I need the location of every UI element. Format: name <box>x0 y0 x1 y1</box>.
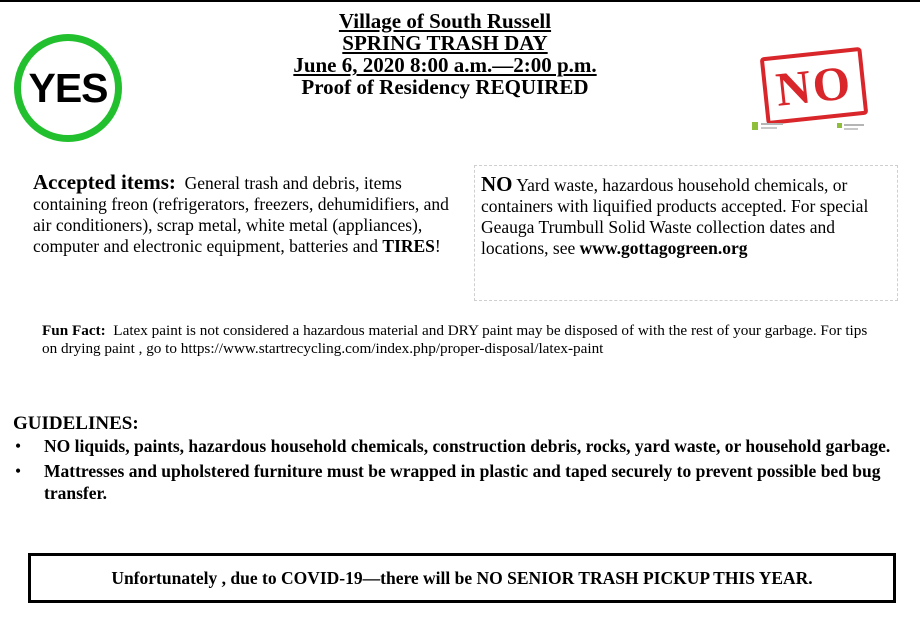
residency-requirement: Proof of Residency REQUIRED <box>301 75 589 99</box>
flyer-header <box>230 10 660 98</box>
fun-fact-text: Latex paint is not considered a hazardous material and DRY paint may be disposed of with the rest of your garbage. For tips on drying paint , go to https://www.startrecycling.com/index.php/proper-disposal/latex-paint <box>42 322 868 357</box>
no-stamp-text: NO <box>773 55 855 117</box>
accepted-items-list: General trash and debris, items containing freon (refrigerators, freezers, dehumidifiers, and air conditioners), scrap metal, white metal (appliances), computer and electronic equipment, batteries and <box>33 173 449 256</box>
yes-badge <box>14 34 122 142</box>
guideline-item <box>13 460 908 504</box>
guidelines <box>13 413 908 507</box>
covid-notice <box>28 553 896 603</box>
accepted-items-tires: TIRES <box>382 236 435 256</box>
not-accepted-text: Yard waste, hazardous household chemicals, or containers with liquified products accepted. For special Geauga Trumbull Solid Waste collection dates and locations, see <box>481 175 869 258</box>
accepted-items <box>33 172 458 257</box>
gottagogreen-link[interactable]: www.gottagogreen.org <box>579 238 748 258</box>
yes-badge-text: YES <box>28 64 108 111</box>
bullet-icon: • <box>15 436 22 456</box>
bullet-icon: • <box>15 461 22 481</box>
guidelines-title: GUIDELINES: <box>13 413 139 434</box>
not-accepted-heading: NO <box>481 172 513 196</box>
accepted-items-heading: Accepted items: <box>33 170 176 194</box>
not-accepted-box <box>474 165 898 301</box>
stamp-caption-lines <box>752 120 868 132</box>
village-name: Village of South Russell <box>338 9 552 33</box>
no-stamp <box>760 47 869 125</box>
top-rule <box>0 0 920 2</box>
event-date-time: June 6, 2020 8:00 a.m.—2:00 p.m. <box>293 53 597 77</box>
fun-fact <box>42 322 872 358</box>
covid-notice-text: Unfortunately , due to COVID-19—there will be NO SENIOR TRASH PICKUP THIS YEAR. <box>111 567 813 588</box>
accepted-items-end: ! <box>434 236 441 256</box>
guidelines-list <box>13 435 908 504</box>
guideline-text: Mattresses and upholstered furniture must be wrapped in plastic and taped securely to prevent possible bed bug transfer. <box>44 461 881 503</box>
event-title: SPRING TRASH DAY <box>342 31 548 55</box>
fun-fact-heading: Fun Fact: <box>42 322 106 339</box>
guideline-text: NO liquids, paints, hazardous household chemicals, construction debris, rocks, yard waste, or household garbage. <box>44 436 891 456</box>
guideline-item <box>13 435 908 457</box>
